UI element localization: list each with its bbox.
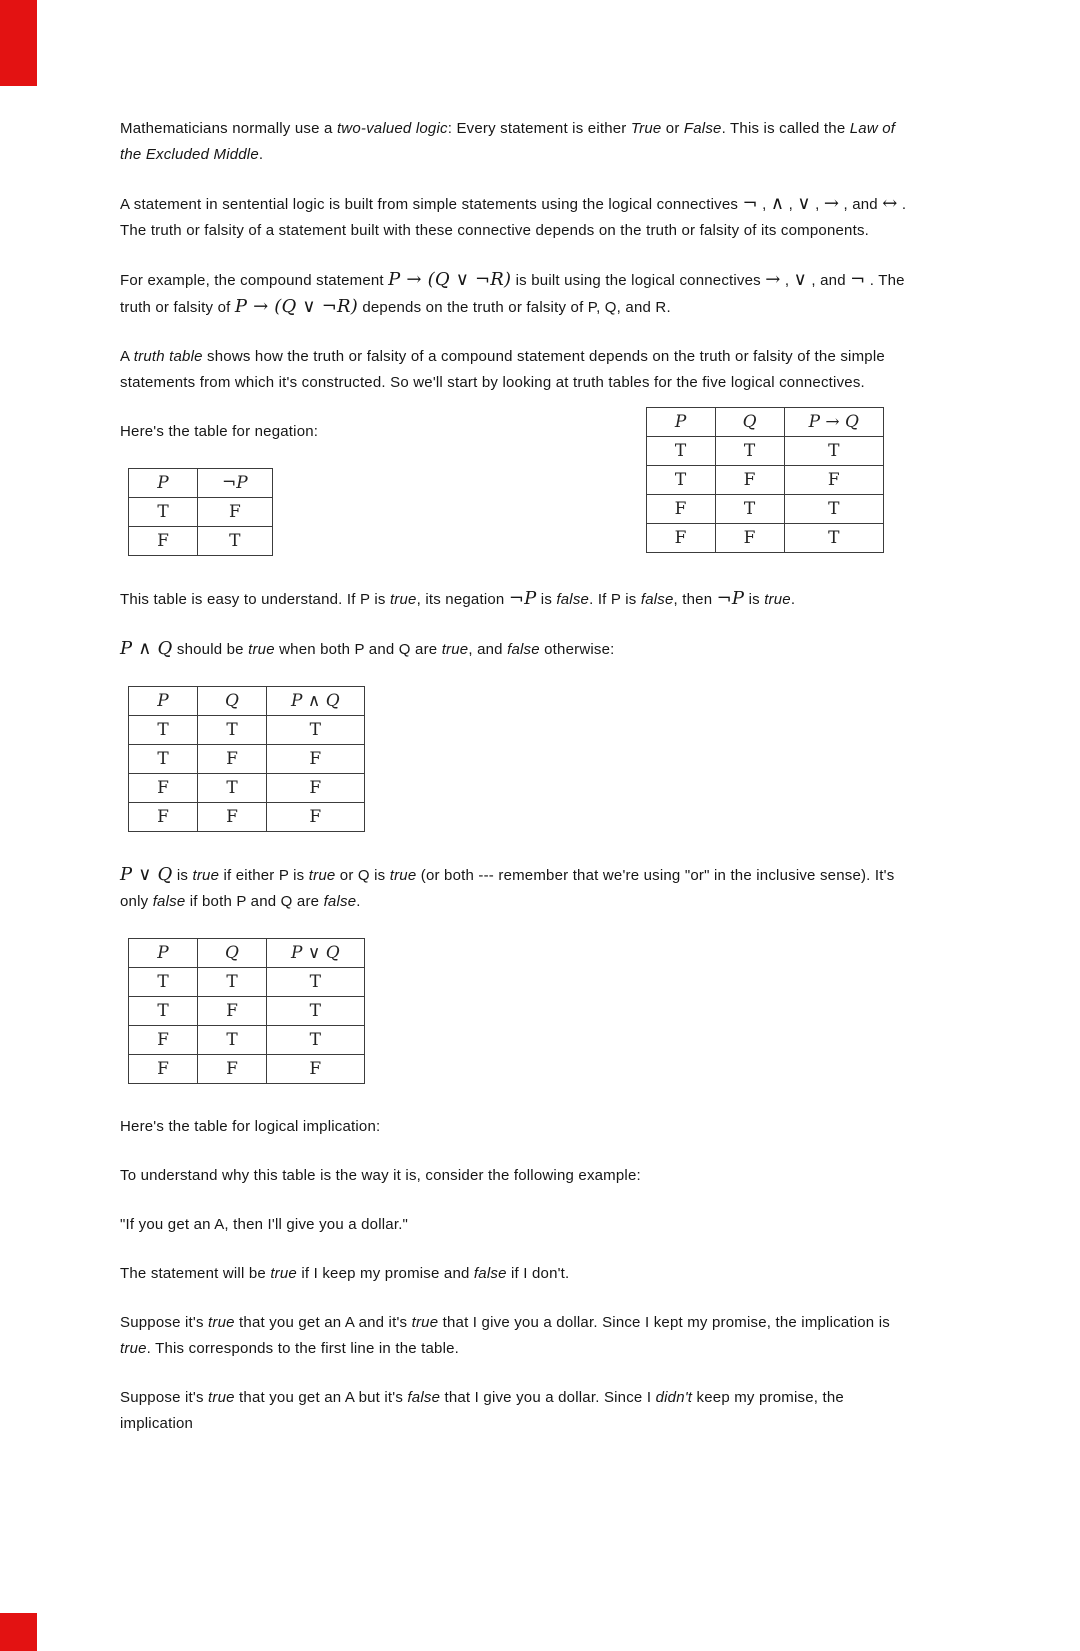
- document-content: [120, 116, 910, 1460]
- table-row: [129, 527, 273, 556]
- paragraph: [120, 344, 910, 396]
- text-segment: true: [389, 867, 417, 884]
- table-cell: T: [198, 774, 267, 803]
- table-header-cell: P: [129, 469, 198, 498]
- text-segment: To understand why this table is the way it is, consider the following example:: [120, 1167, 641, 1184]
- paragraph: [120, 1310, 910, 1362]
- table-cell: F: [198, 1055, 267, 1084]
- text-segment: "If you get an A, then I'll give you a dollar.": [120, 1216, 409, 1233]
- table-cell: F: [267, 803, 365, 832]
- text-segment: shows how the truth or falsity of a compound statement depends on the truth or falsity of the simple statements from which it's constructed. So we'll start by looking at truth tables for the five logical connectives.: [120, 348, 885, 391]
- text-segment: false: [507, 641, 540, 658]
- text-segment: two-valued logic: [336, 120, 448, 137]
- text-segment: Here's the table for logical implication:: [120, 1118, 381, 1135]
- table-cell: F: [646, 524, 715, 553]
- table-header-cell: ¬P: [198, 469, 273, 498]
- text-segment: True: [630, 120, 662, 137]
- text-segment: . The truth or falsity of a statement built with these connective depends on the truth or falsity of its components.: [120, 196, 907, 239]
- table-cell: F: [198, 498, 273, 527]
- text-segment: Mathematicians normally use a: [120, 120, 337, 137]
- text-segment: The statement will be: [120, 1265, 271, 1282]
- red-marker-bottom: [0, 1613, 37, 1651]
- table-row: [129, 968, 365, 997]
- text-segment: true: [411, 1314, 439, 1331]
- table-cell: F: [129, 1055, 198, 1084]
- text-segment: if either P is: [219, 867, 309, 884]
- text-segment: is built using the logical connectives: [511, 272, 766, 289]
- text-segment: , and: [807, 272, 851, 289]
- text-segment: ,: [780, 272, 794, 289]
- text-segment: if both P and Q are: [185, 893, 324, 910]
- text-segment: when both P and Q are: [274, 641, 442, 658]
- text-segment: . This is called the: [721, 120, 850, 137]
- table-cell: T: [129, 745, 198, 774]
- text-segment: that you get an A but it's: [234, 1389, 408, 1406]
- text-segment: Suppose it's: [120, 1314, 209, 1331]
- math-expression: P ∧ Q: [120, 638, 173, 659]
- text-segment: false: [407, 1389, 441, 1406]
- table-cell: F: [129, 803, 198, 832]
- text-segment: false: [323, 893, 357, 910]
- math-expression: →: [823, 193, 840, 214]
- text-segment: should be: [172, 641, 249, 658]
- table-row: [646, 466, 883, 495]
- text-segment: ,: [784, 196, 798, 213]
- table-cell: T: [784, 437, 883, 466]
- table-row: [129, 1055, 365, 1084]
- paragraph: [120, 586, 910, 613]
- table-cell: T: [129, 716, 198, 745]
- table-header-cell: Q: [198, 939, 267, 968]
- table-header-row: [129, 469, 273, 498]
- implication-table: [646, 407, 884, 553]
- text-segment: otherwise:: [539, 641, 615, 658]
- text-segment: is: [536, 591, 557, 608]
- text-segment: : Every statement is either: [447, 120, 631, 137]
- text-segment: true: [308, 867, 336, 884]
- table-cell: T: [267, 997, 365, 1026]
- table-cell: F: [198, 745, 267, 774]
- paragraph: [120, 636, 910, 663]
- table-row: [129, 1026, 365, 1055]
- math-expression: →: [765, 269, 781, 290]
- text-segment: true: [208, 1389, 235, 1406]
- text-segment: A statement in sentential logic is built from simple statements using the logical connectives: [120, 196, 743, 213]
- table-row: [129, 997, 365, 1026]
- paragraph: [120, 1212, 910, 1238]
- text-segment: didn't: [655, 1389, 693, 1406]
- text-segment: true: [208, 1314, 235, 1331]
- paragraph: [120, 191, 910, 244]
- paragraph: [120, 1261, 910, 1287]
- text-segment: keep my promise, the implication: [120, 1389, 844, 1432]
- table-row: [646, 495, 883, 524]
- text-segment: false: [640, 591, 674, 608]
- table-cell: F: [198, 997, 267, 1026]
- table-cell: F: [198, 803, 267, 832]
- math-expression: ∧: [770, 193, 785, 214]
- paragraph: [120, 1163, 910, 1189]
- table-row: [129, 745, 365, 774]
- text-segment: .: [790, 591, 796, 608]
- math-expression: ¬: [742, 193, 758, 214]
- math-expression: P ∨ Q: [120, 864, 173, 885]
- table-cell: F: [715, 466, 784, 495]
- table-header-cell: P ∨ Q: [267, 939, 365, 968]
- table-header-cell: Q: [198, 687, 267, 716]
- conjunction-table: [128, 686, 365, 832]
- text-segment: depends on the truth or falsity of P, Q, and R.: [357, 299, 671, 316]
- table-cell: F: [267, 745, 365, 774]
- table-cell: F: [129, 1026, 198, 1055]
- text-segment: Law of the Excluded Middle: [120, 120, 896, 163]
- text-segment: that I give you a dollar. Since I kept my promise, the implication is: [438, 1314, 890, 1331]
- paragraph: [120, 116, 910, 168]
- text-segment: , and: [839, 196, 883, 213]
- math-expression: ↔: [882, 193, 898, 214]
- disjunction-table: [128, 938, 365, 1084]
- text-segment: true: [120, 1340, 147, 1357]
- table-cell: F: [267, 774, 365, 803]
- text-segment: , and: [468, 641, 508, 658]
- text-segment: ,: [757, 196, 771, 213]
- text-segment: true: [389, 591, 417, 608]
- table-row: [129, 774, 365, 803]
- text-segment: or Q is: [335, 867, 390, 884]
- table-header-cell: P: [646, 408, 715, 437]
- text-segment: true: [192, 867, 220, 884]
- table-cell: T: [715, 437, 784, 466]
- text-segment: false: [473, 1265, 507, 1282]
- text-segment: False: [683, 120, 722, 137]
- table-cell: T: [267, 716, 365, 745]
- table-header-cell: Q: [715, 408, 784, 437]
- table-row: [129, 803, 365, 832]
- math-expression: ¬P: [716, 588, 745, 609]
- paragraph: [120, 267, 910, 321]
- text-segment: Here's the table for negation:: [120, 423, 319, 440]
- table-cell: T: [267, 1026, 365, 1055]
- table-header-row: [129, 939, 365, 968]
- math-expression: P → (Q ∨ ¬R): [234, 296, 358, 317]
- text-segment: truth table: [133, 348, 203, 365]
- text-segment: is: [172, 867, 193, 884]
- text-segment: A: [120, 348, 134, 365]
- text-segment: , then: [673, 591, 717, 608]
- table-cell: F: [129, 527, 198, 556]
- table-cell: F: [129, 774, 198, 803]
- paragraph: [120, 1114, 910, 1140]
- table-cell: T: [129, 498, 198, 527]
- table-cell: T: [646, 466, 715, 495]
- table-cell: T: [646, 437, 715, 466]
- text-segment: For example, the compound statement: [120, 272, 389, 289]
- text-segment: true: [248, 641, 275, 658]
- table-cell: T: [198, 716, 267, 745]
- table-row: [646, 437, 883, 466]
- table-header-row: [646, 408, 883, 437]
- table-cell: T: [129, 997, 198, 1026]
- text-segment: false: [152, 893, 186, 910]
- text-segment: is: [744, 591, 765, 608]
- text-segment: if I don't.: [506, 1265, 570, 1282]
- table-header-row: [129, 687, 365, 716]
- text-segment: . The truth or falsity of: [120, 272, 905, 316]
- paragraph: [120, 1385, 910, 1437]
- math-expression: ∨: [797, 193, 811, 214]
- table-cell: F: [646, 495, 715, 524]
- table-cell: T: [198, 968, 267, 997]
- text-segment: . This corresponds to the first line in the table.: [146, 1340, 460, 1357]
- table-cell: T: [267, 968, 365, 997]
- text-segment: true: [441, 641, 469, 658]
- text-segment: or: [661, 120, 684, 137]
- text-segment: false: [556, 591, 590, 608]
- text-segment: . If P is: [589, 591, 641, 608]
- text-segment: .: [356, 893, 361, 910]
- table-header-cell: P: [129, 939, 198, 968]
- table-cell: T: [198, 1026, 267, 1055]
- text-segment: ,: [810, 196, 824, 213]
- text-segment: if I keep my promise and: [296, 1265, 474, 1282]
- text-segment: true: [764, 591, 791, 608]
- text-segment: Suppose it's: [120, 1389, 209, 1406]
- math-expression: ¬: [850, 269, 866, 290]
- math-expression: ∨: [793, 269, 808, 290]
- table-row: [646, 524, 883, 553]
- math-expression: ¬P: [508, 588, 537, 609]
- table-cell: T: [784, 524, 883, 553]
- red-marker-top: [0, 0, 37, 86]
- table-header-cell: P ∧ Q: [267, 687, 365, 716]
- table-cell: F: [715, 524, 784, 553]
- table-cell: T: [715, 495, 784, 524]
- table-header-cell: P → Q: [784, 408, 883, 437]
- table-row: [129, 498, 273, 527]
- negation-table: [128, 468, 273, 556]
- math-expression: P → (Q ∨ ¬R): [388, 269, 512, 290]
- text-segment: that you get an A and it's: [234, 1314, 412, 1331]
- table-cell: F: [784, 466, 883, 495]
- text-segment: This table is easy to understand. If P is: [120, 591, 390, 608]
- text-segment: .: [258, 146, 264, 163]
- table-cell: T: [198, 527, 273, 556]
- text-segment: that I give you a dollar. Since I: [440, 1389, 656, 1406]
- table-cell: T: [129, 968, 198, 997]
- table-cell: T: [784, 495, 883, 524]
- table-row: [129, 716, 365, 745]
- paragraph: [120, 862, 910, 915]
- text-segment: (or both --- remember that we're using "or" in the inclusive sense). It's only: [120, 867, 895, 910]
- text-segment: true: [270, 1265, 297, 1282]
- table-header-cell: P: [129, 687, 198, 716]
- table-cell: F: [267, 1055, 365, 1084]
- text-segment: , its negation: [416, 591, 509, 608]
